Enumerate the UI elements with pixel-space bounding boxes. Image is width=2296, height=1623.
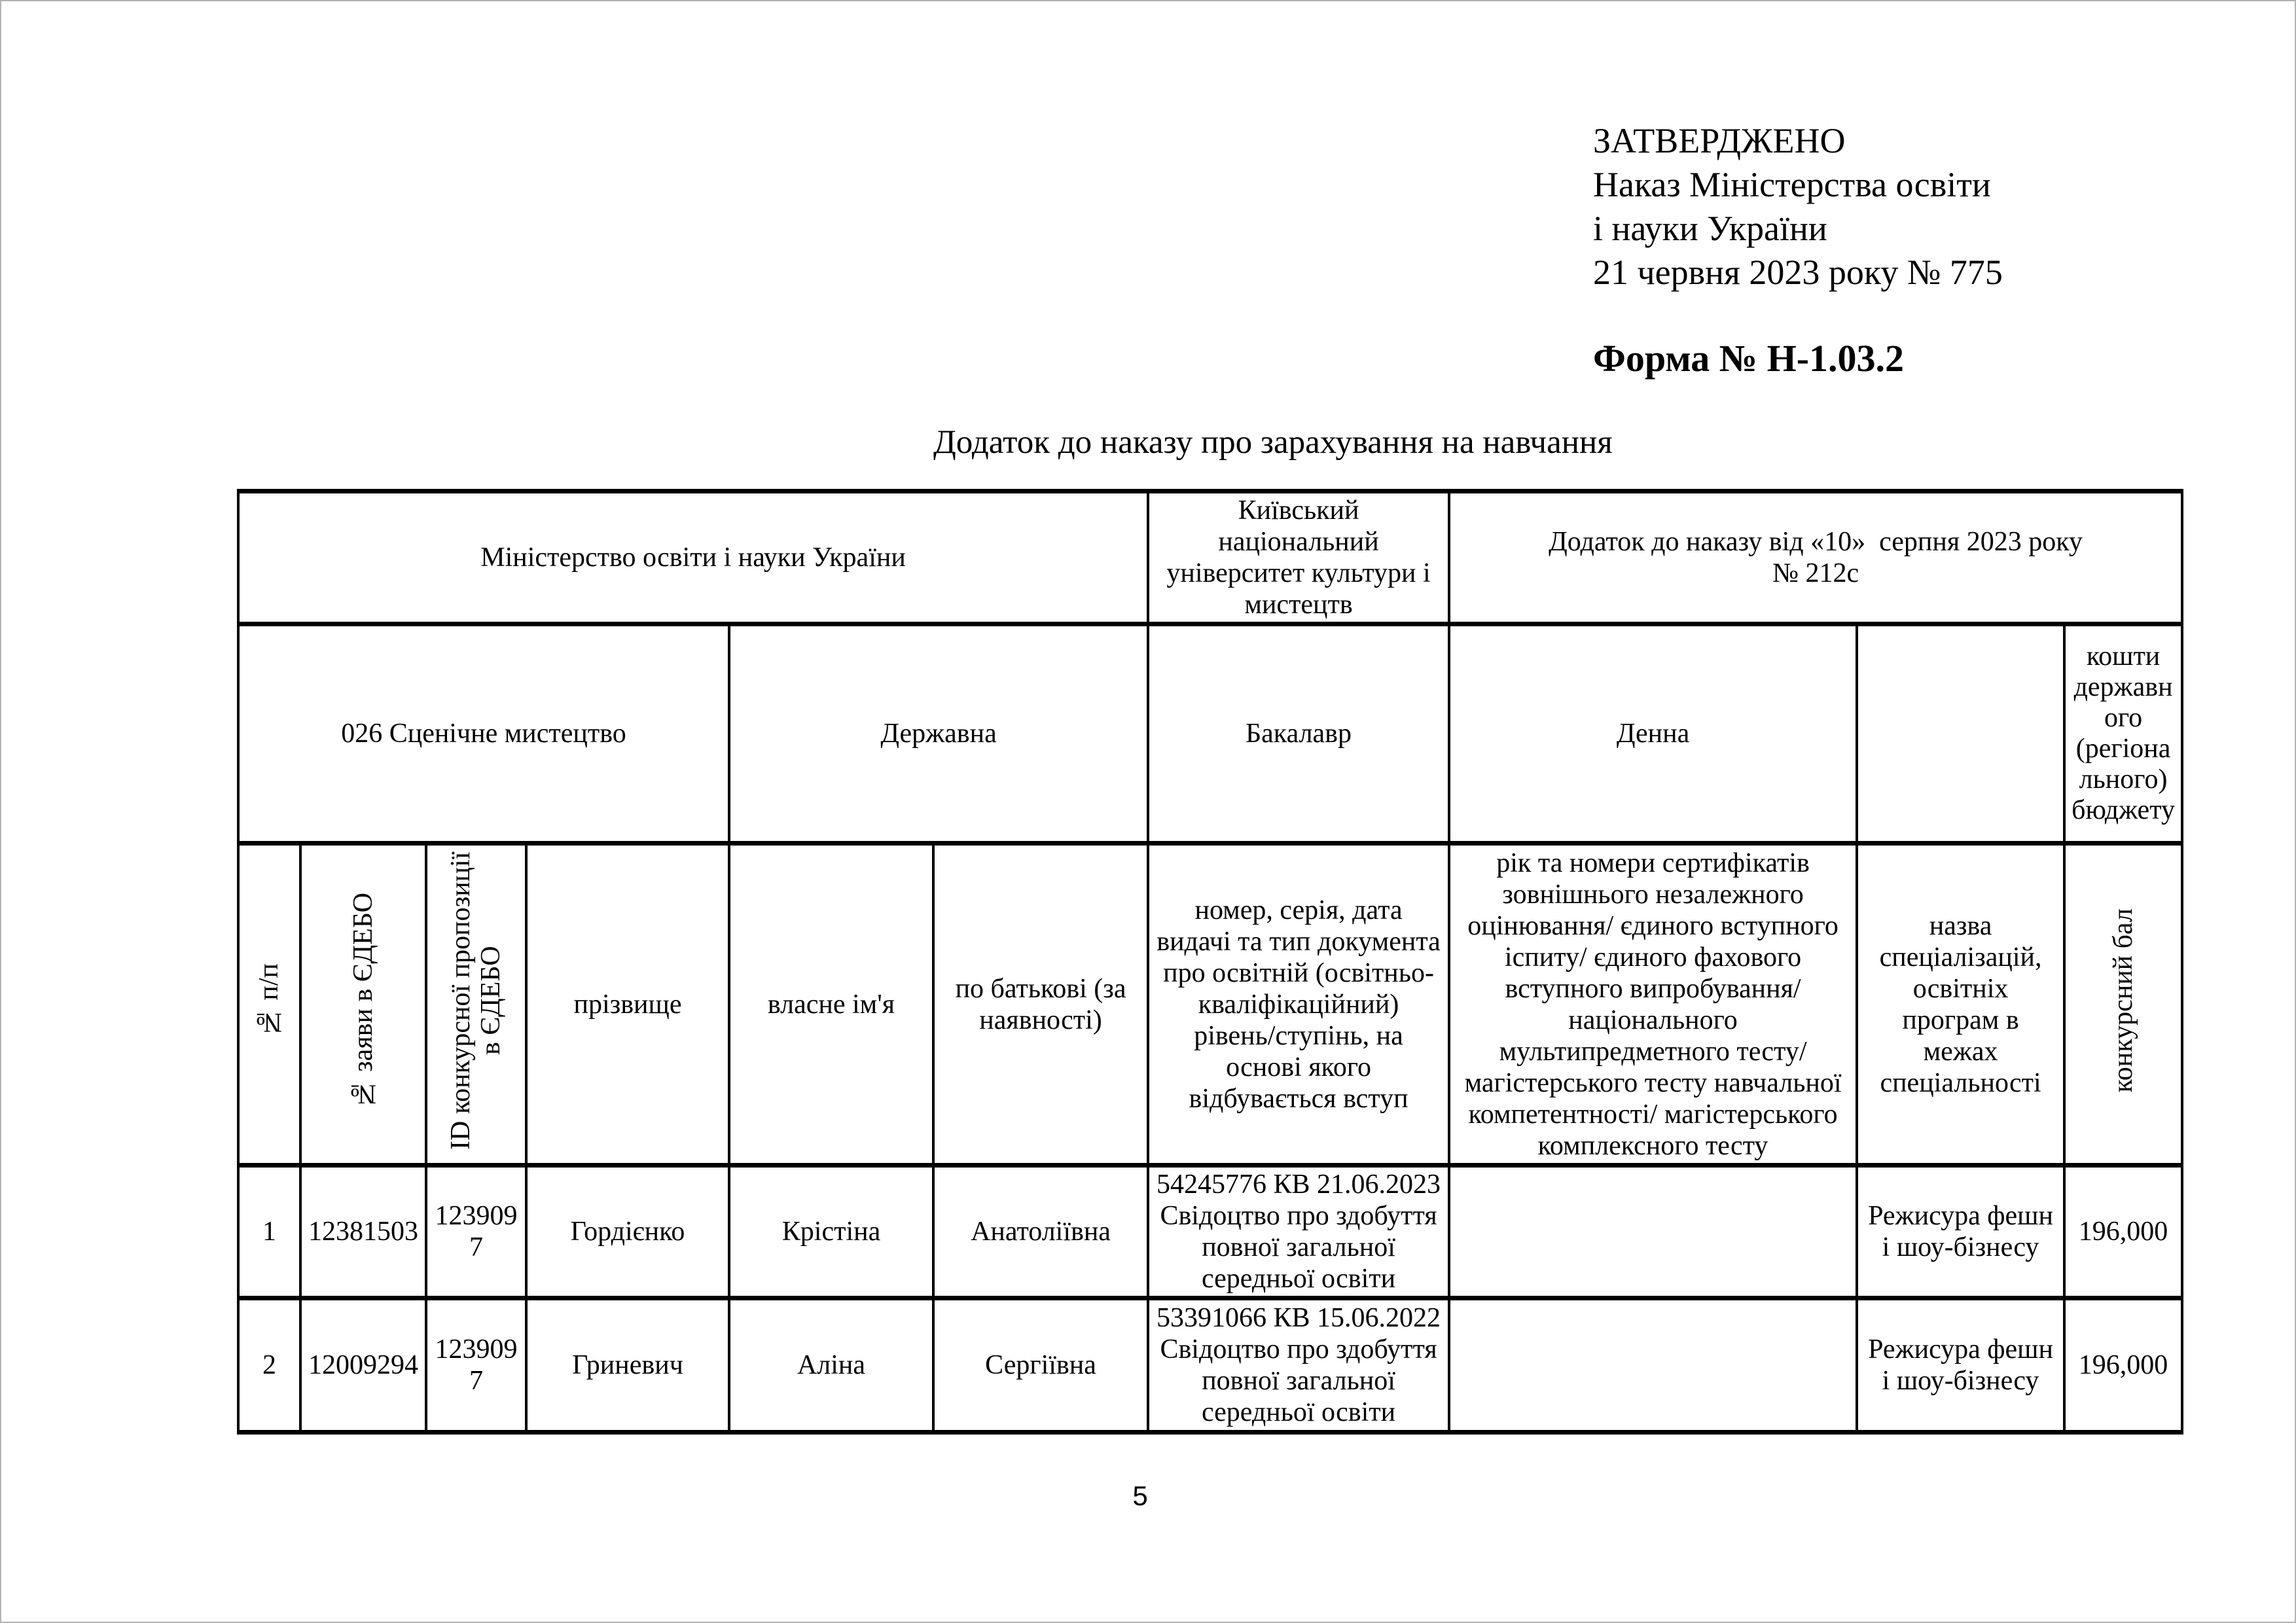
approval-line-2: Наказ Міністерства освіти	[1593, 165, 1991, 204]
form-number-label: Форма № Н-1.03.2	[1593, 337, 1905, 380]
cell-education-document: 54245776 КВ 21.06.2023 Свідоцтво про здобуття повної загальної середньої освіти	[1148, 1166, 1449, 1298]
table-info-row-2	[238, 624, 2182, 844]
table-row	[238, 1298, 2182, 1433]
column-header-row	[238, 844, 2182, 1166]
enrollment-table	[237, 489, 2183, 1435]
cell-first-name: Аліна	[729, 1298, 933, 1433]
table-row	[238, 1166, 2182, 1298]
order-ref-cell	[1449, 491, 2182, 624]
col-header-application-number: № заяви в ЄДЕБО	[300, 844, 426, 1166]
cell-patronymic: Сергіївна	[933, 1298, 1148, 1433]
approval-block	[1593, 119, 2003, 294]
university-cell: Київський національний університет культури і мистецтв	[1148, 491, 1449, 624]
col-header-last-name: прізвище	[526, 844, 729, 1166]
cell-competition-score: 196,000	[2064, 1298, 2182, 1433]
cell-last-name: Гриневич	[526, 1298, 729, 1433]
cell-offer-id: 1239097	[426, 1298, 526, 1433]
cell-program-name: Режисура фешн і шоу-бізнесу	[1857, 1298, 2064, 1433]
cell-education-document: 53391066 КВ 15.06.2022 Свідоцтво про здобуття повної загальної середньої освіти	[1148, 1298, 1449, 1433]
cell-certificates	[1449, 1166, 1857, 1298]
cell-application-number: 12381503	[300, 1166, 426, 1298]
ownership-cell: Державна	[729, 624, 1148, 844]
cell-competition-score: 196,000	[2064, 1166, 2182, 1298]
cell-patronymic: Анатоліївна	[933, 1166, 1148, 1298]
document-title: Додаток до наказу про зарахування на навчання	[933, 424, 1613, 461]
col-header-first-name: власне ім'я	[729, 844, 933, 1166]
cell-first-name: Крістіна	[729, 1166, 933, 1298]
col-header-offer-id: ID конкурсної пропозиції в ЄДЕБО	[426, 844, 526, 1166]
approval-line-3: і науки України	[1593, 209, 1827, 248]
col-header-patronymic: по батькові (за наявності)	[933, 844, 1148, 1166]
order-ref-line-1: Додаток до наказу від «10» серпня 2023 року	[1549, 527, 2083, 557]
col-header-education-document: номер, серія, дата видачі та тип документа про освітній (освітньо-кваліфікаційний) рівень/ступінь, на основі якого відбувається вступ	[1148, 844, 1449, 1166]
info-empty-cell	[1857, 624, 2064, 844]
page-number: 5	[1132, 1480, 1148, 1511]
approval-line-1: ЗАТВЕРДЖЕНО	[1593, 121, 1846, 160]
approval-line-4: 21 червня 2023 року № 775	[1593, 253, 2003, 292]
degree-cell: Бакалавр	[1148, 624, 1449, 844]
table-info-row-1	[238, 491, 2182, 624]
col-header-program-name: назва спеціалізацій, освітніх програм в межах спеціальності	[1857, 844, 2064, 1166]
cell-row-number: 2	[238, 1298, 300, 1433]
cell-certificates	[1449, 1298, 1857, 1433]
specialty-cell: 026 Сценічне мистецтво	[238, 624, 729, 844]
cell-application-number: 12009294	[300, 1298, 426, 1433]
col-header-row-number: № п/п	[238, 844, 300, 1166]
col-header-certificates: рік та номери сертифікатів зовнішнього незалежного оцінювання/ єдиного вступного іспиту/ єдиного фахового вступного випробування/ національного мультипредметного тесту/ магістерського тесту навчальної компетентності/ магістерського комплексного тесту	[1449, 844, 1857, 1166]
order-ref-line-2: № 212с	[1772, 558, 1859, 588]
col-header-competition-score: конкурсний бал	[2064, 844, 2182, 1166]
cell-last-name: Гордієнко	[526, 1166, 729, 1298]
funding-cell: кошти державного (регіонального) бюджету	[2064, 624, 2182, 844]
cell-program-name: Режисура фешн і шоу-бізнесу	[1857, 1166, 2064, 1298]
cell-row-number: 1	[238, 1166, 300, 1298]
ministry-cell: Міністерство освіти і науки України	[238, 491, 1148, 624]
study-form-cell: Денна	[1449, 624, 1857, 844]
cell-offer-id: 1239097	[426, 1166, 526, 1298]
